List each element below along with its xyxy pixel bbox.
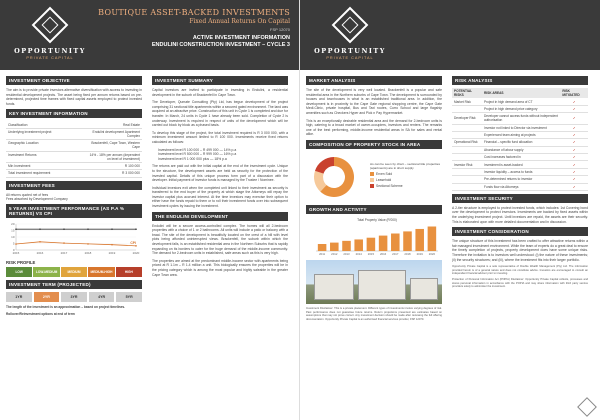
left-column-b bbox=[152, 76, 288, 280]
risk-row bbox=[452, 105, 588, 112]
right-page bbox=[300, 0, 600, 420]
series-point bbox=[63, 243, 65, 245]
series-point bbox=[39, 241, 41, 243]
key-info-label: Underlying investment project bbox=[6, 128, 88, 139]
risk-x: ✓ bbox=[560, 113, 588, 124]
development-photo bbox=[306, 260, 442, 304]
risk-group bbox=[452, 124, 482, 131]
product-line2: ENDULINI CONSTRUCTION INVESTMENT – CYCLE 3 bbox=[151, 42, 290, 48]
risk-x: ✓ bbox=[560, 183, 588, 190]
risk-header: RISK MITIGATED bbox=[560, 88, 588, 98]
term-scale bbox=[6, 292, 142, 302]
x-tick-label: 2019 bbox=[108, 251, 116, 256]
risk-area: Cost increases factored in bbox=[482, 154, 560, 161]
risk-row bbox=[452, 168, 588, 175]
key-info-title: KEY INVESTMENT INFORMATION bbox=[6, 109, 142, 118]
risk-row bbox=[452, 161, 588, 168]
risk-x: ✓ bbox=[560, 168, 588, 175]
donut-svg bbox=[306, 152, 366, 202]
term-option: 3YR bbox=[61, 292, 87, 302]
bar bbox=[379, 236, 388, 251]
bar bbox=[403, 231, 412, 251]
risk-x: ✓ bbox=[560, 98, 588, 105]
risk-row bbox=[452, 183, 588, 190]
growth-title: GROWTH AND ACTIVITY bbox=[306, 205, 442, 214]
key-info-row bbox=[6, 151, 142, 162]
term-title: INVESTMENT TERM (PROJECTED) bbox=[6, 280, 142, 289]
summary-p4: The returns are paid out with the initial capital at the end of the investment cycle. Unique to the structure, the development assets are held as security for the protection of the invested capital. Details of this unique process form part of a discussion with the developer. Initial payment of investor funds is managed by the Trustee / Nominee. bbox=[152, 164, 288, 183]
risk-group: Investor Risk bbox=[452, 161, 482, 168]
fees-text bbox=[6, 193, 142, 202]
x-tick-label: 2017 bbox=[392, 251, 399, 256]
x-tick-label: 2015 bbox=[367, 251, 375, 256]
bar bbox=[342, 241, 351, 251]
bar bbox=[330, 243, 339, 251]
risk-area: Investment is asset-backed bbox=[482, 161, 560, 168]
key-info-label: Geographic Location bbox=[6, 140, 88, 151]
key-info-value: R 3 000 000 bbox=[88, 170, 142, 177]
x-tick-label: 2016 bbox=[36, 251, 44, 256]
key-info-label: Total investment requirement bbox=[6, 170, 88, 177]
brand-sub: PRIVATE CAPITAL bbox=[326, 56, 374, 60]
key-info-row bbox=[6, 121, 142, 128]
key-info-label: Investment Returns bbox=[6, 151, 88, 162]
endulini-title: THE ENDULINI DEVELOPMENT bbox=[152, 212, 288, 221]
title-line2: Fixed Annual Returns On Capital bbox=[189, 18, 290, 25]
risk-row bbox=[452, 154, 588, 161]
x-tick-label: 2015 bbox=[12, 251, 20, 256]
term-option: 5YR bbox=[116, 292, 142, 302]
term-option: 2YR bbox=[34, 292, 60, 302]
key-info-value: R 100 000 bbox=[88, 162, 142, 169]
brand-name: OPPORTUNITY bbox=[314, 47, 386, 55]
risk-group bbox=[452, 176, 482, 183]
right-column-a bbox=[306, 76, 442, 323]
summary-title: INVESTMENT SUMMARY bbox=[152, 76, 288, 85]
composition-title: COMPOSITION OF PROPERTY STOCK IN AREA bbox=[306, 140, 442, 149]
risk-group bbox=[452, 154, 482, 161]
risk-analysis-title: RISK ANALYSIS bbox=[452, 76, 588, 85]
summary-p1: Capital investors are invited to participate in investing in Endulini, a residential development in the suburb of Brackenfell in Cape Town. bbox=[152, 88, 288, 97]
risk-level: HIGH bbox=[116, 267, 142, 277]
risk-group bbox=[452, 146, 482, 153]
x-tick-label: 2020 bbox=[132, 251, 140, 256]
disclaimer-p2: Opportunity Private Capital is a sole representative of Double Wealth Management (Pty) Ltd. The information provided herein is of a general nature and does not constitute advice. Investors are encouraged to consult an independent financial advisor prior to investing. bbox=[452, 265, 588, 276]
market-p1: The site of the development is very well located. Brackenfell is a popular and safe residential area in the Northern suburbs of Cape Town. The development is surrounded by houses and townhouses in what is an established traditional area. In addition, the development is in proximity to the Cape Gate regional shopping centre, the Cape Gate Medi-Clinic, private hospital, Bus and Taxi routes, Curro School and large flagship amenities such as Checkers Hyper and Pick n Pay Hypermarket. bbox=[306, 88, 442, 115]
fees-line: Fees absorbed by Development Company bbox=[6, 197, 68, 202]
summary-tier: Investment level R 1 000 000 plus — 18% p.a bbox=[158, 156, 227, 161]
bar bbox=[367, 238, 376, 251]
risk-x: ✓ bbox=[560, 105, 588, 112]
growth-svg bbox=[306, 217, 442, 257]
legend-label: Leasehold bbox=[376, 177, 392, 182]
risk-level: MEDIUM-HIGH bbox=[88, 267, 114, 277]
series-point bbox=[63, 229, 65, 231]
legend-label: Sectional Scheme bbox=[376, 183, 403, 188]
risk-row bbox=[452, 113, 588, 124]
market-title: MARKET ANALYSIS bbox=[306, 76, 442, 85]
composition-chart bbox=[306, 152, 442, 202]
key-info-table bbox=[6, 121, 142, 177]
risk-area: Developer cannot access funds without independent authorisation bbox=[482, 113, 560, 124]
risk-group: Market Risk bbox=[452, 98, 482, 105]
risk-group: Developer Risk bbox=[452, 113, 482, 124]
legend-swatch bbox=[370, 172, 374, 176]
key-info-row bbox=[6, 140, 142, 151]
summary-tier: Investment level R 100 000 – R 499 000 — 14% p.a bbox=[158, 147, 237, 152]
security-title: INVESTMENT SECURITY bbox=[452, 194, 588, 203]
risk-row bbox=[452, 124, 588, 131]
risk-area: Project in high demand area of CT bbox=[482, 98, 560, 105]
endulini-p2: The properties are aimed at the predominant middle-income sector with apartments being priced at R 1.1m – R 1.4 million a unit. This biologically ensures the properties will be in the pricing category which is among the most popular and highly saleable in the greater Cape Town area. bbox=[152, 258, 288, 277]
title-line1: BOUTIQUE ASSET-BACKED INVESTMENTS bbox=[98, 8, 290, 17]
key-info-value: Endulini development Apartment Complex bbox=[88, 128, 142, 139]
x-tick-label: 2011 bbox=[319, 251, 326, 256]
summary-p3: To develop this stage of the project, the total investment required is R 3 000 000, with a minimum investment amount limited to R 100 000. Investments receive fixed returns calculated as follows: bbox=[152, 130, 288, 144]
summary-p2: The Developer, Qumate Consulting (Pty) Ltd, has begun development of the project comprising 31 sectional title apartments within a secured gated environment. The land was acquired at an attractive price. Construction of this unit in Cycle 1 is completed and due for transfer. In March, 24 units in Cycle 1 have already been sold. Completion of Cycle 2 is underway. Investment is required in respect of units of the development which will be carried out block by block as a phased basis. bbox=[152, 100, 289, 128]
performance-chart bbox=[6, 221, 142, 257]
disclaimer-p3: Protection of Personal Information Act (POPIA) Disclaimer: Opportunity Private Capital collects, processes and stores personal information in accordance with the POPIA and may share information with third party service providers solely to administer the investment. bbox=[452, 278, 588, 289]
risk-area: Pre-determined returns to investor bbox=[482, 176, 560, 183]
key-info-value: Brackenfell, Cape Town, Western Cape bbox=[88, 140, 142, 151]
composition-caption: As can be seen by chart – sectional title properties (apartments) are in short supply bbox=[370, 161, 440, 170]
risk-x: ✓ bbox=[560, 139, 588, 146]
risk-level: MEDIUM bbox=[61, 267, 87, 277]
risk-area: Abundance of labour supply bbox=[482, 146, 560, 153]
risk-x: ✓ bbox=[560, 146, 588, 153]
objective-title: INVESTMENT OBJECTIVE bbox=[6, 76, 142, 85]
risk-group bbox=[452, 183, 482, 190]
risk-row bbox=[452, 146, 588, 153]
y-tick-label: 10 bbox=[11, 235, 15, 240]
series-point bbox=[135, 229, 137, 231]
legend-label: Erven Sold bbox=[376, 171, 393, 176]
risk-scale bbox=[6, 267, 142, 277]
legend-item bbox=[370, 172, 440, 176]
series-point bbox=[87, 244, 89, 246]
risk-area: Financial – specific fund allocation bbox=[482, 139, 560, 146]
key-info-row bbox=[6, 128, 142, 139]
x-tick-label: 2013 bbox=[343, 251, 350, 256]
risk-row bbox=[452, 98, 588, 105]
risk-row bbox=[452, 131, 588, 138]
x-tick-label: 2018 bbox=[404, 251, 411, 256]
consideration-text: The unique structure of this investment has been crafted to offer attractive returns within a fair managed investment environment. While the team of experts do a great deal to ensure the timely completion of projects, property development does have some unique risks. Therefore the invitation is to investors well understood: (i) the nature of these investments; (ii) the security structures; and (iii), where the investment fits into their larger portfolio. bbox=[452, 239, 588, 262]
y-tick-label: 20 bbox=[11, 222, 15, 227]
building-image bbox=[358, 270, 406, 300]
risk-group bbox=[452, 105, 482, 112]
donut-slice bbox=[315, 157, 334, 174]
y-tick-label: 0 bbox=[12, 248, 15, 253]
series-line bbox=[16, 242, 136, 246]
composition-legend bbox=[370, 162, 440, 190]
risk-level: LOW-MEDIUM bbox=[33, 267, 59, 277]
bar-chart-title: Total Property Value (R'000) bbox=[357, 217, 397, 222]
brand-logo bbox=[10, 8, 90, 64]
term-option: 1YR bbox=[6, 292, 32, 302]
objective-text: The aim is to provide private investors alternative diversification with access to investing in residential development projects. The asset being fixed per annum returns based on pre-determined, projected time frames with fixed capital assets employed to protect invested funds. bbox=[6, 88, 142, 106]
performance-title: 5 YEAR INVESTMENT PERFORMANCE (AS P.A % RETURNS) VS CPI bbox=[6, 204, 142, 218]
key-info-value: 14% - 18% per annum (dependent on level of investment) bbox=[89, 152, 140, 161]
risk-title: RISK PROFILE bbox=[6, 260, 36, 266]
bar bbox=[415, 229, 424, 251]
risk-area: Investor not linked to Director via investment bbox=[482, 124, 560, 131]
building-image bbox=[410, 278, 438, 300]
diamond-logo-icon bbox=[32, 7, 69, 44]
series-point bbox=[111, 244, 113, 246]
fsp-number: FSP 12070 bbox=[270, 27, 290, 32]
series-point bbox=[111, 229, 113, 231]
bar bbox=[391, 233, 400, 251]
series-point bbox=[87, 229, 89, 231]
summary-tier: Investment level R 500 000 – R 999 000 — 16% p.a bbox=[158, 152, 237, 157]
bar bbox=[318, 244, 327, 251]
footer-diamond-icon bbox=[577, 397, 597, 417]
risk-x: ✓ bbox=[560, 161, 588, 168]
header-title-block bbox=[90, 8, 290, 48]
legend-item bbox=[370, 178, 440, 182]
left-column-a bbox=[6, 76, 142, 318]
risk-level: LOW bbox=[6, 267, 32, 277]
key-info-row bbox=[6, 170, 142, 177]
cpi-series-label: CPI bbox=[130, 241, 136, 246]
risk-x: ✓ bbox=[560, 124, 588, 131]
fees-line: All returns quoted net of fees bbox=[6, 192, 49, 197]
bar bbox=[428, 226, 437, 251]
left-header bbox=[0, 0, 300, 70]
consideration-title: INVESTMENT CONSIDERATION bbox=[452, 227, 588, 236]
fees-title: INVESTMENT FEES bbox=[6, 181, 142, 190]
risk-x: ✓ bbox=[560, 131, 588, 138]
risk-x: ✓ bbox=[560, 176, 588, 183]
x-tick-label: 2019 bbox=[416, 251, 423, 256]
risk-header: RISK AREAS bbox=[482, 88, 560, 98]
brand-name: OPPORTUNITY bbox=[14, 47, 86, 55]
y-tick-label: 5 bbox=[12, 241, 15, 246]
legend-swatch bbox=[370, 184, 374, 188]
bar bbox=[354, 239, 363, 251]
risk-area: Funds flow via Attorneys bbox=[482, 183, 560, 190]
key-info-row bbox=[6, 162, 142, 169]
performance-svg bbox=[6, 221, 142, 257]
risk-area: Project in high demand price category bbox=[482, 105, 560, 112]
key-info-label: Classification bbox=[6, 121, 88, 128]
risk-group bbox=[452, 131, 482, 138]
x-tick-label: 2017 bbox=[60, 251, 68, 256]
brand-sub: PRIVATE CAPITAL bbox=[26, 56, 74, 60]
risk-x: ✓ bbox=[560, 154, 588, 161]
term-note-1: The length of the investment is an approximation – based on project timelines. bbox=[6, 305, 126, 310]
series-point bbox=[12, 241, 17, 246]
key-info-label: Min Investment bbox=[6, 162, 88, 169]
x-tick-label: 2020 bbox=[428, 251, 436, 256]
x-tick-label: 2016 bbox=[379, 251, 387, 256]
key-info-value: Real Estate bbox=[88, 121, 142, 128]
series-point bbox=[39, 229, 41, 231]
summary-p5: Individual investors exit when the completed unit linked to their investment as security is transferred to the end buyer of the property at which stage the Attorneys will repay the investor capital plus accrued interest. At the time investors may exercise their option to either have the funds repaid to them or to roll their investment funds over into subsequent investment cycles by issuing the investment. bbox=[152, 185, 288, 209]
right-column-b bbox=[452, 76, 588, 291]
right-header bbox=[300, 0, 600, 70]
term-option: 4YR bbox=[89, 292, 115, 302]
risk-group: Operational Risk bbox=[452, 139, 482, 146]
risk-row bbox=[452, 139, 588, 146]
y-tick-label: 15 bbox=[11, 228, 15, 233]
brand-logo bbox=[310, 8, 390, 64]
risk-header: POTENTIAL RISKS bbox=[452, 88, 482, 98]
risk-area: Experienced team aiming at projects bbox=[482, 131, 560, 138]
growth-chart bbox=[306, 217, 442, 257]
risk-analysis-table bbox=[452, 88, 588, 191]
endulini-p1: Endulini will be a secure access-controlled complex. The homes will all 2-bedroom properties with a choice of 1 or 2 bathrooms. All units will include a patio or balcony with a braai. The site of the development is beautifully located on the crest of a hill with level plots being afforded uninterrupted views. Brackenfell, the suburb within which the development falls, is an established residential area in the Northern Suburbs that is rapidly expanding on its borders to cater for the huge demand of the middle-income community. The demand for 2-bedroom units in established, safe areas such as this is very high. bbox=[152, 223, 288, 256]
market-p2: This is an exceptionally desirable residential area and the demand for 2-bedroom units is high, catering to a broad market of owner-occupiers, investors and renters. The remarks one of the best performing, middle-income residential areas in SA for sales and rental alike. bbox=[306, 118, 442, 137]
term-note-2: Rollover/Reinvestment options at end of term bbox=[6, 311, 75, 316]
security-text: A 2-tier structure is employed to protect invested funds, which includes: 1st Covering bond over the development to protect investors. Investments are backed by fixed assets within the underlying investment project. Until investors are repaid, the assets are their security. This is elaborated upon with more detailed documentation and in discussion. bbox=[452, 205, 588, 224]
building-image bbox=[314, 274, 354, 300]
x-tick-label: 2012 bbox=[331, 251, 338, 256]
product-line1: ACTIVE INVESTMENT INFORMATION bbox=[192, 35, 290, 41]
x-tick-label: 2018 bbox=[84, 251, 92, 256]
series-point bbox=[15, 229, 17, 231]
legend-swatch bbox=[370, 178, 374, 182]
diamond-logo-icon bbox=[332, 7, 369, 44]
risk-row bbox=[452, 176, 588, 183]
series-point bbox=[135, 245, 137, 247]
risk-area: Investor liquidity – access to funds bbox=[482, 168, 560, 175]
x-tick-label: 2014 bbox=[355, 251, 362, 256]
legend-item bbox=[370, 184, 440, 188]
risk-group bbox=[452, 168, 482, 175]
disclaimer-p1: Investment Disclaimer: This is a private placement. Different types of investments involve varying degrees of risk. Past performance does not guarantee future returns. Return projections presented are estimates based on assumptions that may not prove correct. Any investment decision should be made after reviewing the full offering documentation. Opportunity Private Capital is an authorised financial services provider, FSP 12070. bbox=[306, 306, 442, 321]
